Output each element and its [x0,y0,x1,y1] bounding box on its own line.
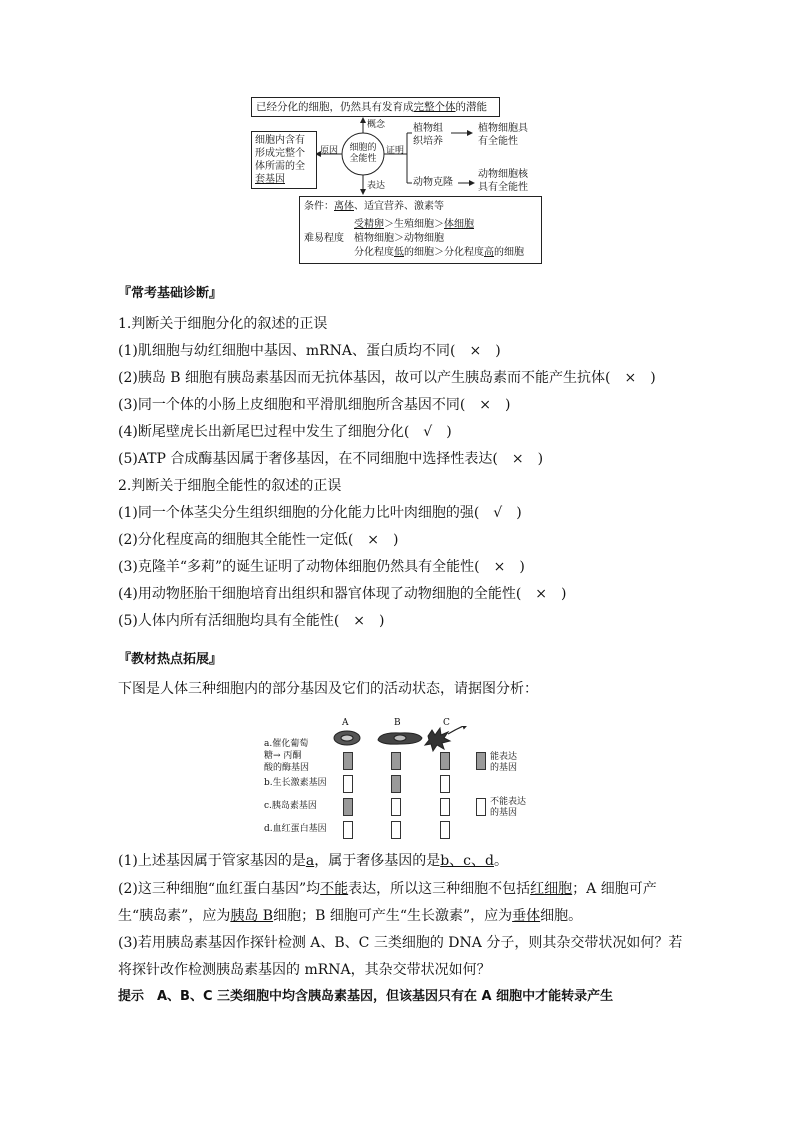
gene-state-c-B [391,798,401,816]
section-title-basic: 『常考基础诊断』 [118,286,223,301]
q1-item-3: (3)同一个体的小肠上皮细胞和平滑肌细胞所含基因不同( × ) [118,397,511,413]
q1-title: 1.判断关于细胞分化的叙述的正误 [118,316,328,332]
legend-expressed-swatch [476,752,486,770]
q1-item-5: (5)ATP 合成酶基因属于奢侈基因，在不同细胞中选择性表达( × ) [118,451,544,467]
difficulty-line-2: 植物细胞＞动物细胞 [354,233,444,244]
gene-state-b-B [391,775,401,793]
gene-state-c-C [440,798,450,816]
gene-b-label: b.生长激素基因 [264,778,327,788]
label-proof: 证明 [386,146,405,156]
gene-state-d-B [391,821,401,839]
q2-item-4: (4)用动物胚胎干细胞培育出组织和器官体现了动物细胞的全能性( × ) [118,586,567,602]
gene-a-label: a.催化葡萄 糖→ 丙酮 酸的酶基因 [264,739,310,773]
figure-intro: 下图是人体三种细胞内的部分基因及它们的活动状态，请据图分析： [118,681,538,697]
reason-text: 细胞内含有 形成完整个 体所需的全 套基因 [255,135,305,185]
answer-2-line-1: (2)这三种细胞“血红蛋白基因”均不能表达，所以这三种细胞不包括红细胞；A 细胞可产 [118,881,657,897]
plant-method: 植物组 织培养 [413,123,443,147]
condition-box [299,196,542,264]
legend-not-expressed-label: 不能表达 的基因 [490,797,527,818]
q2-item-1: (1)同一个体茎尖分生组织细胞的分化能力比叶肉细胞的强( √ ) [118,505,522,521]
top-concept-text: 已经分化的细胞，仍然具有发育成完整个体的潜能 [256,101,487,113]
plant-result: 植物细胞具 有全能性 [478,123,528,147]
gene-state-d-C [440,821,450,839]
label-reason: 原因 [320,146,339,156]
q2-item-5: (5)人体内所有活细胞均具有全能性( × ) [118,613,385,629]
col-label-c: C [443,718,450,728]
legend-expressed-label: 能表达 的基因 [490,752,518,773]
gene-state-c-A [343,798,353,816]
hint-text: 提示 A、B、C 三类细胞中均含胰岛素基因，但该基因只有在 A 细胞中才能转录产生 [118,989,614,1004]
q1-item-1: (1)肌细胞与幼红细胞中基因、mRNA、蛋白质均不同( × ) [118,343,501,359]
q2-item-2: (2)分化程度高的细胞其全能性一定低( × ) [118,532,399,548]
difficulty-label: 难易程度 [304,233,344,244]
q2-title: 2.判断关于细胞全能性的叙述的正误 [118,478,342,494]
gene-state-a-B [391,752,401,770]
gene-d-label: d.血红蛋白基因 [264,824,327,834]
gene-state-a-A [343,752,353,770]
gene-state-a-C [440,752,450,770]
gene-state-d-A [343,821,353,839]
answer-1: (1)上述基因属于管家基因的是a，属于奢侈基因的是b、c、d。 [118,853,508,869]
condition-text: 条件：离体、适宜营养、激素等 [304,201,444,212]
gene-state-b-C [440,775,450,793]
question-3-line-1: (3)若用胰岛素基因作探针检测 A、B、C 三类细胞的 DNA 分子，则其杂交带状况如何？若 [118,935,683,951]
difficulty-line-1: 受精卵＞生殖细胞＞体细胞 [354,219,474,230]
difficulty-line-3: 分化程度低的细胞＞分化程度高的细胞 [354,247,524,258]
animal-method: 动物克隆 [413,177,453,188]
reason-box [251,131,317,189]
section-title-extension: 『教材热点拓展』 [118,652,223,667]
q1-item-2: (2)胰岛 B 细胞有胰岛素基因而无抗体基因，故可以产生胰岛素而不能产生抗体( × ) [118,370,656,386]
legend-not-expressed-swatch [476,798,486,816]
label-concept: 概念 [367,120,386,130]
cell-c-image [425,728,450,751]
animal-result: 动物细胞核 具有全能性 [478,169,528,193]
answer-2-line-2: 生“胰岛素”，应为胰岛 B细胞；B 细胞可产生“生长激素”，应为垂体细胞。 [118,908,583,924]
gene-state-b-A [343,775,353,793]
col-label-a: A [342,718,349,728]
q1-item-4: (4)断尾壁虎长出新尾巴过程中发生了细胞分化( √ ) [118,424,452,440]
label-express: 表达 [367,181,386,191]
gene-c-label: c.胰岛素基因 [264,801,317,811]
difficulty-list [354,218,524,260]
q2-item-3: (3)克隆羊“多莉”的诞生证明了动物体细胞仍然具有全能性( × ) [118,559,525,575]
col-label-b: B [394,718,401,728]
question-3-line-2: 将探针改作检测胰岛素基因的 mRNA，其杂交带状况如何？ [118,962,491,978]
top-concept-box [251,97,500,117]
center-label: 细胞的 全能性 [349,143,377,164]
